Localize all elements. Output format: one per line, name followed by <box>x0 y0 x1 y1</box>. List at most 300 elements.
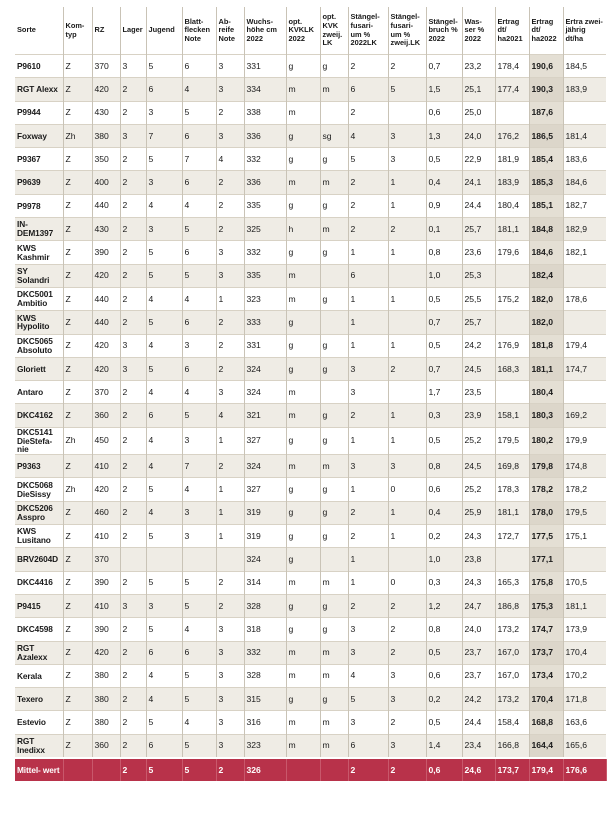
cell-wasser: 23,2 <box>462 55 495 78</box>
cell-kvk-zweij: m <box>320 78 348 101</box>
cell-ertrag-2022: 175,3 <box>529 594 563 617</box>
cell-kvk-lk-2022: m <box>286 381 320 404</box>
cell-kvk-lk-2022: g <box>286 525 320 548</box>
cell-wasser: 25,9 <box>462 501 495 524</box>
cell-kvk-lk-2022: g <box>286 124 320 147</box>
cell-komtyp: Z <box>63 78 92 101</box>
cell-variety-name: P9415 <box>15 594 63 617</box>
table-row <box>15 101 606 124</box>
cell-kvk-lk-2022: g <box>286 334 320 357</box>
cell-fusarium-2022: 2 <box>348 55 388 78</box>
cell-variety-name: KWS Hypolito <box>15 311 63 334</box>
cell-variety-name: DKC5141 DieStefa- nie <box>15 427 63 454</box>
cell-fusarium-2022: 1 <box>348 571 388 594</box>
cell-fusarium-2022: 2 <box>348 758 388 781</box>
cell-wasser: 25,7 <box>462 311 495 334</box>
cell-ertrag-2021: 167,0 <box>495 664 529 687</box>
table-row <box>15 287 606 310</box>
cell-lager: 3 <box>120 124 146 147</box>
cell-kvk-lk-2022: g <box>286 501 320 524</box>
cell-wasser: 25,3 <box>462 264 495 287</box>
cell-komtyp: Z <box>63 734 92 758</box>
cell-variety-name: DKC4416 <box>15 571 63 594</box>
cell-ertrag-zweij: 179,9 <box>563 427 606 454</box>
cell-fusarium-2022: 3 <box>348 381 388 404</box>
cell-abreife: 1 <box>216 525 244 548</box>
header-kvk-zweij: opt. KVK zweij. LK <box>320 7 348 55</box>
cell-ertrag-zweij: 178,6 <box>563 287 606 310</box>
cell-ertrag-zweij <box>563 101 606 124</box>
cell-kvk-lk-2022: m <box>286 571 320 594</box>
cell-lager: 2 <box>120 641 146 664</box>
cell-rz: 440 <box>92 194 120 217</box>
cell-variety-name: KWS Kashmir <box>15 241 63 264</box>
table-body <box>15 55 606 782</box>
cell-wuchshoehe: 319 <box>244 525 286 548</box>
cell-abreife: 1 <box>216 427 244 454</box>
cell-ertrag-2021: 173,2 <box>495 618 529 641</box>
cell-komtyp: Z <box>63 101 92 124</box>
cell-fusarium-2022: 3 <box>348 455 388 478</box>
table-row <box>15 455 606 478</box>
cell-jugend: 4 <box>146 688 182 711</box>
cell-wuchshoehe: 332 <box>244 641 286 664</box>
cell-variety-name: P9639 <box>15 171 63 194</box>
cell-ertrag-2021: 167,0 <box>495 641 529 664</box>
cell-wuchshoehe: 315 <box>244 688 286 711</box>
cell-komtyp: Z <box>63 194 92 217</box>
cell-kvk-lk-2022: g <box>286 194 320 217</box>
cell-staengelbruch: 1,7 <box>426 381 462 404</box>
cell-wuchshoehe: 325 <box>244 218 286 241</box>
cell-rz: 350 <box>92 148 120 171</box>
cell-komtyp: Z <box>63 311 92 334</box>
cell-fusarium-zweij: 3 <box>388 148 426 171</box>
cell-staengelbruch: 0,5 <box>426 641 462 664</box>
cell-fusarium-zweij: 0 <box>388 571 426 594</box>
cell-blattflecken: 5 <box>182 688 216 711</box>
cell-ertrag-zweij: 170,5 <box>563 571 606 594</box>
cell-wasser: 25,1 <box>462 78 495 101</box>
table-row <box>15 357 606 380</box>
cell-fusarium-zweij: 2 <box>388 758 426 781</box>
cell-jugend: 3 <box>146 101 182 124</box>
cell-jugend: 7 <box>146 124 182 147</box>
cell-blattflecken: 3 <box>182 525 216 548</box>
cell-abreife: 2 <box>216 455 244 478</box>
cell-blattflecken: 5 <box>182 404 216 427</box>
cell-kvk-lk-2022: m <box>286 287 320 310</box>
cell-fusarium-2022: 6 <box>348 78 388 101</box>
cell-abreife: 3 <box>216 641 244 664</box>
table-row <box>15 688 606 711</box>
cell-komtyp: Z <box>63 334 92 357</box>
cell-ertrag-2021: 173,2 <box>495 688 529 711</box>
cell-kvk-zweij: sg <box>320 124 348 147</box>
cell-ertrag-2022: 168,8 <box>529 711 563 734</box>
cell-wuchshoehe: 335 <box>244 264 286 287</box>
cell-jugend: 6 <box>146 78 182 101</box>
cell-kvk-zweij: g <box>320 427 348 454</box>
cell-variety-name: DKC4598 <box>15 618 63 641</box>
cell-wuchshoehe: 338 <box>244 101 286 124</box>
cell-blattflecken: 3 <box>182 501 216 524</box>
table-row <box>15 427 606 454</box>
cell-wasser: 23,9 <box>462 404 495 427</box>
header-lager: Lager <box>120 7 146 55</box>
cell-variety-name: Kerala <box>15 664 63 687</box>
cell-ertrag-2022: 177,1 <box>529 548 563 571</box>
cell-ertrag-2021: 168,3 <box>495 357 529 380</box>
cell-komtyp: Z <box>63 381 92 404</box>
cell-kvk-zweij: g <box>320 357 348 380</box>
cell-blattflecken: 6 <box>182 55 216 78</box>
cell-staengelbruch: 1,0 <box>426 548 462 571</box>
cell-ertrag-zweij: 184,5 <box>563 55 606 78</box>
cell-kvk-lk-2022: m <box>286 78 320 101</box>
cell-blattflecken: 6 <box>182 171 216 194</box>
cell-wasser: 23,7 <box>462 664 495 687</box>
table-row <box>15 734 606 758</box>
cell-fusarium-zweij: 3 <box>388 664 426 687</box>
cell-fusarium-zweij: 5 <box>388 78 426 101</box>
cell-abreife: 2 <box>216 194 244 217</box>
cell-fusarium-zweij: 1 <box>388 287 426 310</box>
cell-lager: 2 <box>120 571 146 594</box>
variety-table-container <box>15 7 603 781</box>
cell-ertrag-2022: 186,5 <box>529 124 563 147</box>
cell-variety-name: Texero <box>15 688 63 711</box>
cell-fusarium-2022: 2 <box>348 594 388 617</box>
cell-lager: 2 <box>120 501 146 524</box>
cell-abreife: 3 <box>216 78 244 101</box>
cell-rz: 390 <box>92 241 120 264</box>
cell-komtyp: Z <box>63 148 92 171</box>
cell-wasser: 24,1 <box>462 171 495 194</box>
cell-ertrag-zweij: 183,9 <box>563 78 606 101</box>
cell-wasser: 24,5 <box>462 357 495 380</box>
cell-fusarium-2022: 4 <box>348 124 388 147</box>
cell-kvk-zweij <box>320 311 348 334</box>
cell-rz: 360 <box>92 734 120 758</box>
cell-jugend: 5 <box>146 311 182 334</box>
cell-fusarium-2022: 2 <box>348 501 388 524</box>
cell-ertrag-zweij: 170,4 <box>563 641 606 664</box>
cell-kvk-lk-2022: m <box>286 171 320 194</box>
cell-blattflecken: 6 <box>182 124 216 147</box>
cell-staengelbruch: 0,3 <box>426 571 462 594</box>
cell-fusarium-2022: 2 <box>348 525 388 548</box>
cell-lager: 2 <box>120 664 146 687</box>
cell-fusarium-zweij: 2 <box>388 641 426 664</box>
cell-abreife: 1 <box>216 501 244 524</box>
cell-wuchshoehe: 327 <box>244 478 286 501</box>
cell-fusarium-zweij: 1 <box>388 404 426 427</box>
cell-lager: 2 <box>120 688 146 711</box>
header-jugend: Jugend <box>146 7 182 55</box>
cell-wasser: 23,7 <box>462 641 495 664</box>
cell-fusarium-2022: 2 <box>348 101 388 124</box>
cell-abreife: 2 <box>216 758 244 781</box>
cell-ertrag-zweij <box>563 381 606 404</box>
cell-rz: 370 <box>92 548 120 571</box>
cell-ertrag-zweij: 163,6 <box>563 711 606 734</box>
cell-variety-name: BRV2604D <box>15 548 63 571</box>
cell-jugend: 4 <box>146 194 182 217</box>
cell-kvk-zweij: m <box>320 664 348 687</box>
cell-komtyp: Zh <box>63 478 92 501</box>
cell-fusarium-2022: 5 <box>348 688 388 711</box>
cell-fusarium-2022: 1 <box>348 287 388 310</box>
cell-staengelbruch: 0,5 <box>426 427 462 454</box>
cell-fusarium-zweij <box>388 264 426 287</box>
cell-fusarium-zweij: 3 <box>388 734 426 758</box>
cell-ertrag-2022: 182,0 <box>529 287 563 310</box>
cell-rz: 430 <box>92 101 120 124</box>
cell-variety-name: Gloriett <box>15 357 63 380</box>
cell-abreife: 3 <box>216 711 244 734</box>
cell-kvk-zweij <box>320 264 348 287</box>
cell-kvk-zweij: g <box>320 525 348 548</box>
cell-ertrag-2022: 170,4 <box>529 688 563 711</box>
cell-jugend: 3 <box>146 218 182 241</box>
cell-komtyp: Z <box>63 218 92 241</box>
cell-lager: 3 <box>120 334 146 357</box>
cell-wasser: 24,2 <box>462 334 495 357</box>
cell-kvk-lk-2022: h <box>286 218 320 241</box>
cell-wuchshoehe: 323 <box>244 734 286 758</box>
cell-ertrag-2021: 179,6 <box>495 241 529 264</box>
cell-ertrag-2022: 173,4 <box>529 664 563 687</box>
cell-jugend: 5 <box>146 357 182 380</box>
cell-fusarium-2022: 2 <box>348 171 388 194</box>
cell-fusarium-zweij: 1 <box>388 427 426 454</box>
cell-komtyp: Z <box>63 664 92 687</box>
table-row <box>15 148 606 171</box>
cell-wuchshoehe: 324 <box>244 357 286 380</box>
cell-variety-name: Antaro <box>15 381 63 404</box>
cell-ertrag-zweij: 171,8 <box>563 688 606 711</box>
cell-fusarium-2022: 3 <box>348 641 388 664</box>
cell-rz: 450 <box>92 427 120 454</box>
header-ertrag-2021: Ertrag dt/ ha2021 <box>495 7 529 55</box>
cell-jugend: 5 <box>146 711 182 734</box>
cell-ertrag-2022: 181,1 <box>529 357 563 380</box>
cell-rz: 390 <box>92 618 120 641</box>
table-row <box>15 124 606 147</box>
cell-rz: 380 <box>92 124 120 147</box>
cell-variety-name: P9363 <box>15 455 63 478</box>
cell-staengelbruch: 0,6 <box>426 101 462 124</box>
cell-abreife: 2 <box>216 357 244 380</box>
cell-ertrag-zweij <box>563 264 606 287</box>
cell-abreife: 1 <box>216 287 244 310</box>
cell-staengelbruch: 0,8 <box>426 618 462 641</box>
cell-staengelbruch: 0,9 <box>426 194 462 217</box>
cell-ertrag-2022: 164,4 <box>529 734 563 758</box>
cell-wuchshoehe: 319 <box>244 501 286 524</box>
cell-kvk-zweij <box>320 101 348 124</box>
header-wasser: Was- ser % 2022 <box>462 7 495 55</box>
cell-lager: 3 <box>120 357 146 380</box>
cell-blattflecken: 5 <box>182 758 216 781</box>
cell-ertrag-2021: 181,1 <box>495 218 529 241</box>
cell-rz: 410 <box>92 525 120 548</box>
cell-kvk-zweij: m <box>320 171 348 194</box>
cell-ertrag-2022: 190,6 <box>529 55 563 78</box>
cell-staengelbruch: 0,5 <box>426 334 462 357</box>
cell-staengelbruch: 0,2 <box>426 688 462 711</box>
cell-kvk-lk-2022: m <box>286 664 320 687</box>
cell-rz: 430 <box>92 218 120 241</box>
table-row <box>15 218 606 241</box>
cell-wasser: 25,5 <box>462 287 495 310</box>
cell-fusarium-2022: 3 <box>348 618 388 641</box>
cell-abreife: 3 <box>216 264 244 287</box>
cell-lager: 2 <box>120 194 146 217</box>
cell-fusarium-zweij: 1 <box>388 334 426 357</box>
cell-staengelbruch: 0,5 <box>426 287 462 310</box>
cell-komtyp: Z <box>63 618 92 641</box>
cell-jugend: 4 <box>146 664 182 687</box>
cell-variety-name: RGT Azalexx <box>15 641 63 664</box>
cell-staengelbruch: 0,8 <box>426 455 462 478</box>
cell-komtyp: Z <box>63 287 92 310</box>
cell-rz: 380 <box>92 664 120 687</box>
cell-wuchshoehe: 336 <box>244 171 286 194</box>
cell-komtyp: Z <box>63 688 92 711</box>
cell-ertrag-2022: 185,3 <box>529 171 563 194</box>
cell-ertrag-2021: 178,4 <box>495 55 529 78</box>
cell-fusarium-zweij <box>388 311 426 334</box>
cell-rz: 460 <box>92 501 120 524</box>
cell-kvk-zweij <box>320 758 348 781</box>
cell-rz: 420 <box>92 478 120 501</box>
cell-blattflecken: 4 <box>182 711 216 734</box>
cell-variety-name: DKC5065 Absoluto <box>15 334 63 357</box>
table-row <box>15 618 606 641</box>
cell-ertrag-zweij: 165,6 <box>563 734 606 758</box>
cell-staengelbruch: 0,6 <box>426 664 462 687</box>
cell-wuchshoehe: 326 <box>244 758 286 781</box>
cell-wuchshoehe: 324 <box>244 548 286 571</box>
cell-ertrag-2022: 179,8 <box>529 455 563 478</box>
cell-lager: 2 <box>120 241 146 264</box>
cell-variety-name: KWS Lusitano <box>15 525 63 548</box>
cell-wuchshoehe: 327 <box>244 427 286 454</box>
header-kvk-lk-2022: opt. KVKLK 2022 <box>286 7 320 55</box>
table-row <box>15 381 606 404</box>
cell-abreife: 3 <box>216 241 244 264</box>
cell-variety-name: P9610 <box>15 55 63 78</box>
cell-lager: 2 <box>120 218 146 241</box>
cell-ertrag-2021 <box>495 101 529 124</box>
cell-lager: 2 <box>120 287 146 310</box>
cell-ertrag-zweij: 170,2 <box>563 664 606 687</box>
cell-wasser: 24,4 <box>462 194 495 217</box>
cell-staengelbruch: 0,4 <box>426 501 462 524</box>
cell-jugend: 5 <box>146 55 182 78</box>
cell-fusarium-zweij <box>388 548 426 571</box>
cell-fusarium-zweij: 3 <box>388 455 426 478</box>
cell-kvk-lk-2022: m <box>286 734 320 758</box>
cell-ertrag-zweij: 184,6 <box>563 171 606 194</box>
cell-kvk-zweij: g <box>320 55 348 78</box>
cell-jugend: 5 <box>146 241 182 264</box>
cell-wasser: 25,2 <box>462 427 495 454</box>
cell-rz: 420 <box>92 641 120 664</box>
table-row <box>15 501 606 524</box>
cell-fusarium-2022: 4 <box>348 664 388 687</box>
cell-jugend: 3 <box>146 171 182 194</box>
cell-wasser: 24,7 <box>462 594 495 617</box>
cell-kvk-lk-2022: g <box>286 478 320 501</box>
cell-lager: 3 <box>120 55 146 78</box>
cell-lager <box>120 548 146 571</box>
cell-rz: 440 <box>92 311 120 334</box>
cell-kvk-lk-2022: g <box>286 241 320 264</box>
cell-variety-name: P9978 <box>15 194 63 217</box>
cell-ertrag-2021: 179,5 <box>495 427 529 454</box>
cell-staengelbruch: 0,4 <box>426 171 462 194</box>
cell-staengelbruch: 0,2 <box>426 525 462 548</box>
cell-staengelbruch: 1,4 <box>426 734 462 758</box>
cell-lager: 2 <box>120 618 146 641</box>
cell-komtyp: Z <box>63 455 92 478</box>
cell-kvk-lk-2022: g <box>286 357 320 380</box>
cell-wuchshoehe: 336 <box>244 124 286 147</box>
cell-fusarium-zweij: 3 <box>388 124 426 147</box>
cell-lager: 2 <box>120 711 146 734</box>
cell-blattflecken: 5 <box>182 264 216 287</box>
cell-fusarium-zweij: 1 <box>388 194 426 217</box>
cell-variety-name: Mittel- wert <box>15 758 63 781</box>
cell-staengelbruch: 1,3 <box>426 124 462 147</box>
cell-fusarium-zweij: 2 <box>388 618 426 641</box>
cell-abreife: 2 <box>216 218 244 241</box>
cell-blattflecken: 3 <box>182 427 216 454</box>
cell-jugend: 5 <box>146 264 182 287</box>
cell-jugend <box>146 548 182 571</box>
cell-abreife: 2 <box>216 311 244 334</box>
table-row <box>15 641 606 664</box>
cell-jugend: 5 <box>146 148 182 171</box>
cell-kvk-lk-2022: g <box>286 688 320 711</box>
cell-wasser: 23,8 <box>462 548 495 571</box>
cell-blattflecken: 5 <box>182 571 216 594</box>
cell-ertrag-2022: 182,0 <box>529 311 563 334</box>
cell-staengelbruch: 0,6 <box>426 758 462 781</box>
cell-rz <box>92 758 120 781</box>
header-staengelbruch: Stängel- bruch % 2022 <box>426 7 462 55</box>
cell-blattflecken: 7 <box>182 148 216 171</box>
cell-blattflecken: 6 <box>182 357 216 380</box>
cell-jugend: 4 <box>146 455 182 478</box>
cell-kvk-lk-2022: g <box>286 548 320 571</box>
cell-ertrag-2021 <box>495 264 529 287</box>
cell-lager: 2 <box>120 404 146 427</box>
cell-jugend: 4 <box>146 334 182 357</box>
cell-lager: 2 <box>120 478 146 501</box>
cell-kvk-zweij: g <box>320 688 348 711</box>
cell-kvk-zweij: g <box>320 148 348 171</box>
cell-lager: 2 <box>120 427 146 454</box>
cell-fusarium-2022: 2 <box>348 404 388 427</box>
cell-wasser: 25,2 <box>462 478 495 501</box>
cell-ertrag-2021: 178,3 <box>495 478 529 501</box>
cell-ertrag-2022: 178,0 <box>529 501 563 524</box>
cell-jugend: 5 <box>146 618 182 641</box>
